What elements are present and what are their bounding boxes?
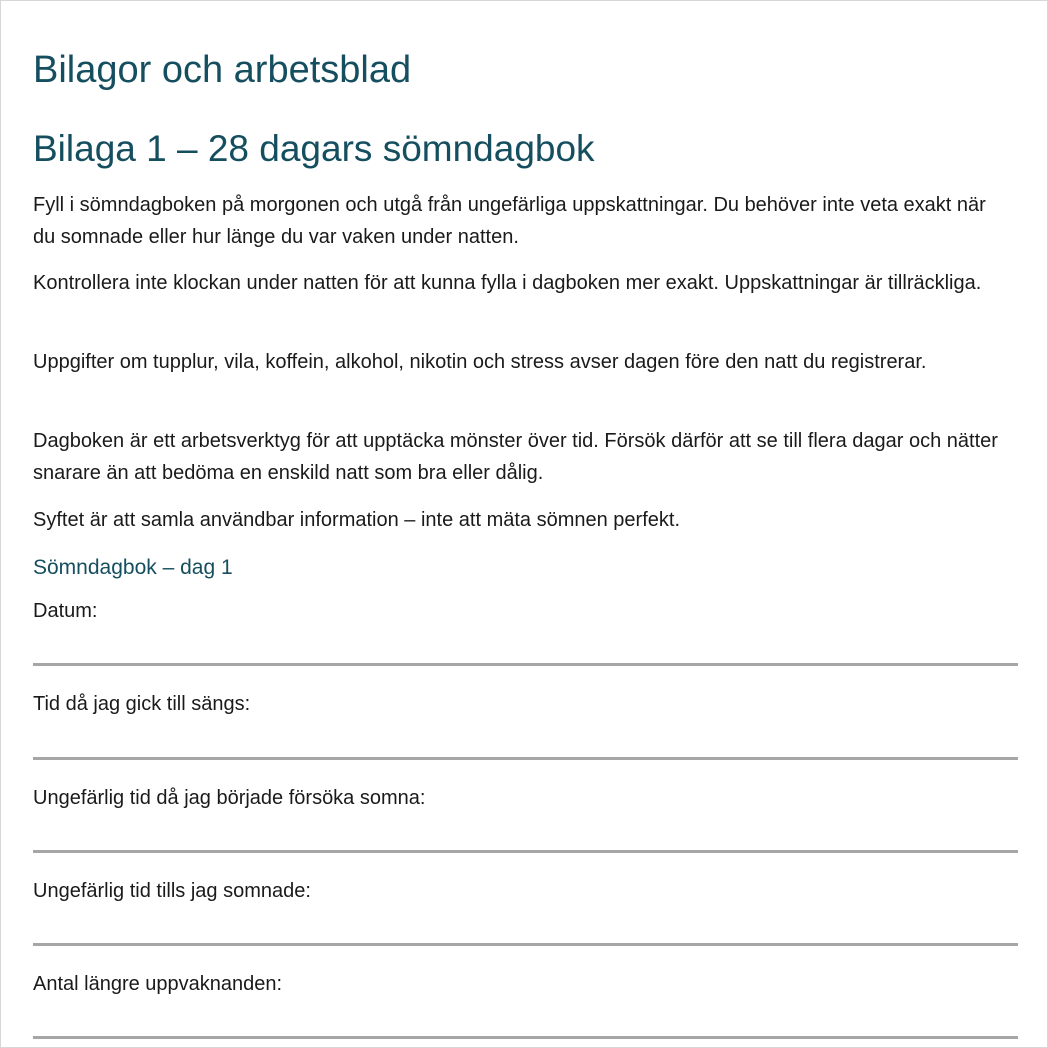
instruction-paragraph: Fyll i sömndagboken på morgonen och utgå från ungefärliga uppskattningar. Du behöver inte veta exakt när du somnade eller hur länge du var vaken under natten. (33, 194, 986, 248)
write-line[interactable] (33, 757, 1018, 760)
instruction-paragraph: Kontrollera inte klockan under natten för att kunna fylla i dagboken mer exakt. Uppskattningar är tillräckliga. (33, 272, 982, 294)
instruction-paragraph: Uppgifter om tupplur, vila, koffein, alkohol, nikotin och stress avser dagen före den natt du registrerar. (33, 351, 927, 373)
write-line[interactable] (33, 850, 1018, 853)
field-label: Datum: (33, 600, 98, 622)
instruction-paragraph: Dagboken är ett arbetsverktyg för att upptäcka mönster över tid. Försök därför att se till flera dagar och nätter snarare än att bedöma en enskild natt som bra eller dålig. (33, 430, 998, 484)
page-heading: Bilagor och arbetsblad (33, 49, 412, 91)
field-label: Ungefärlig tid tills jag somnade: (33, 880, 311, 902)
instruction-paragraph: Syftet är att samla användbar information – inte att mäta sömnen perfekt. (33, 509, 681, 531)
diary-day-title: Sömndagbok – dag 1 (33, 556, 233, 579)
write-line[interactable] (33, 943, 1018, 946)
write-line[interactable] (33, 663, 1018, 666)
field-label: Tid då jag gick till sängs: (33, 693, 251, 715)
appendix-title: Bilaga 1 – 28 dagars sömndagbok (33, 128, 595, 169)
field-label: Ungefärlig tid då jag började försöka somna: (33, 787, 426, 809)
field-label: Antal längre uppvaknanden: (33, 973, 283, 995)
write-line[interactable] (33, 1036, 1018, 1039)
